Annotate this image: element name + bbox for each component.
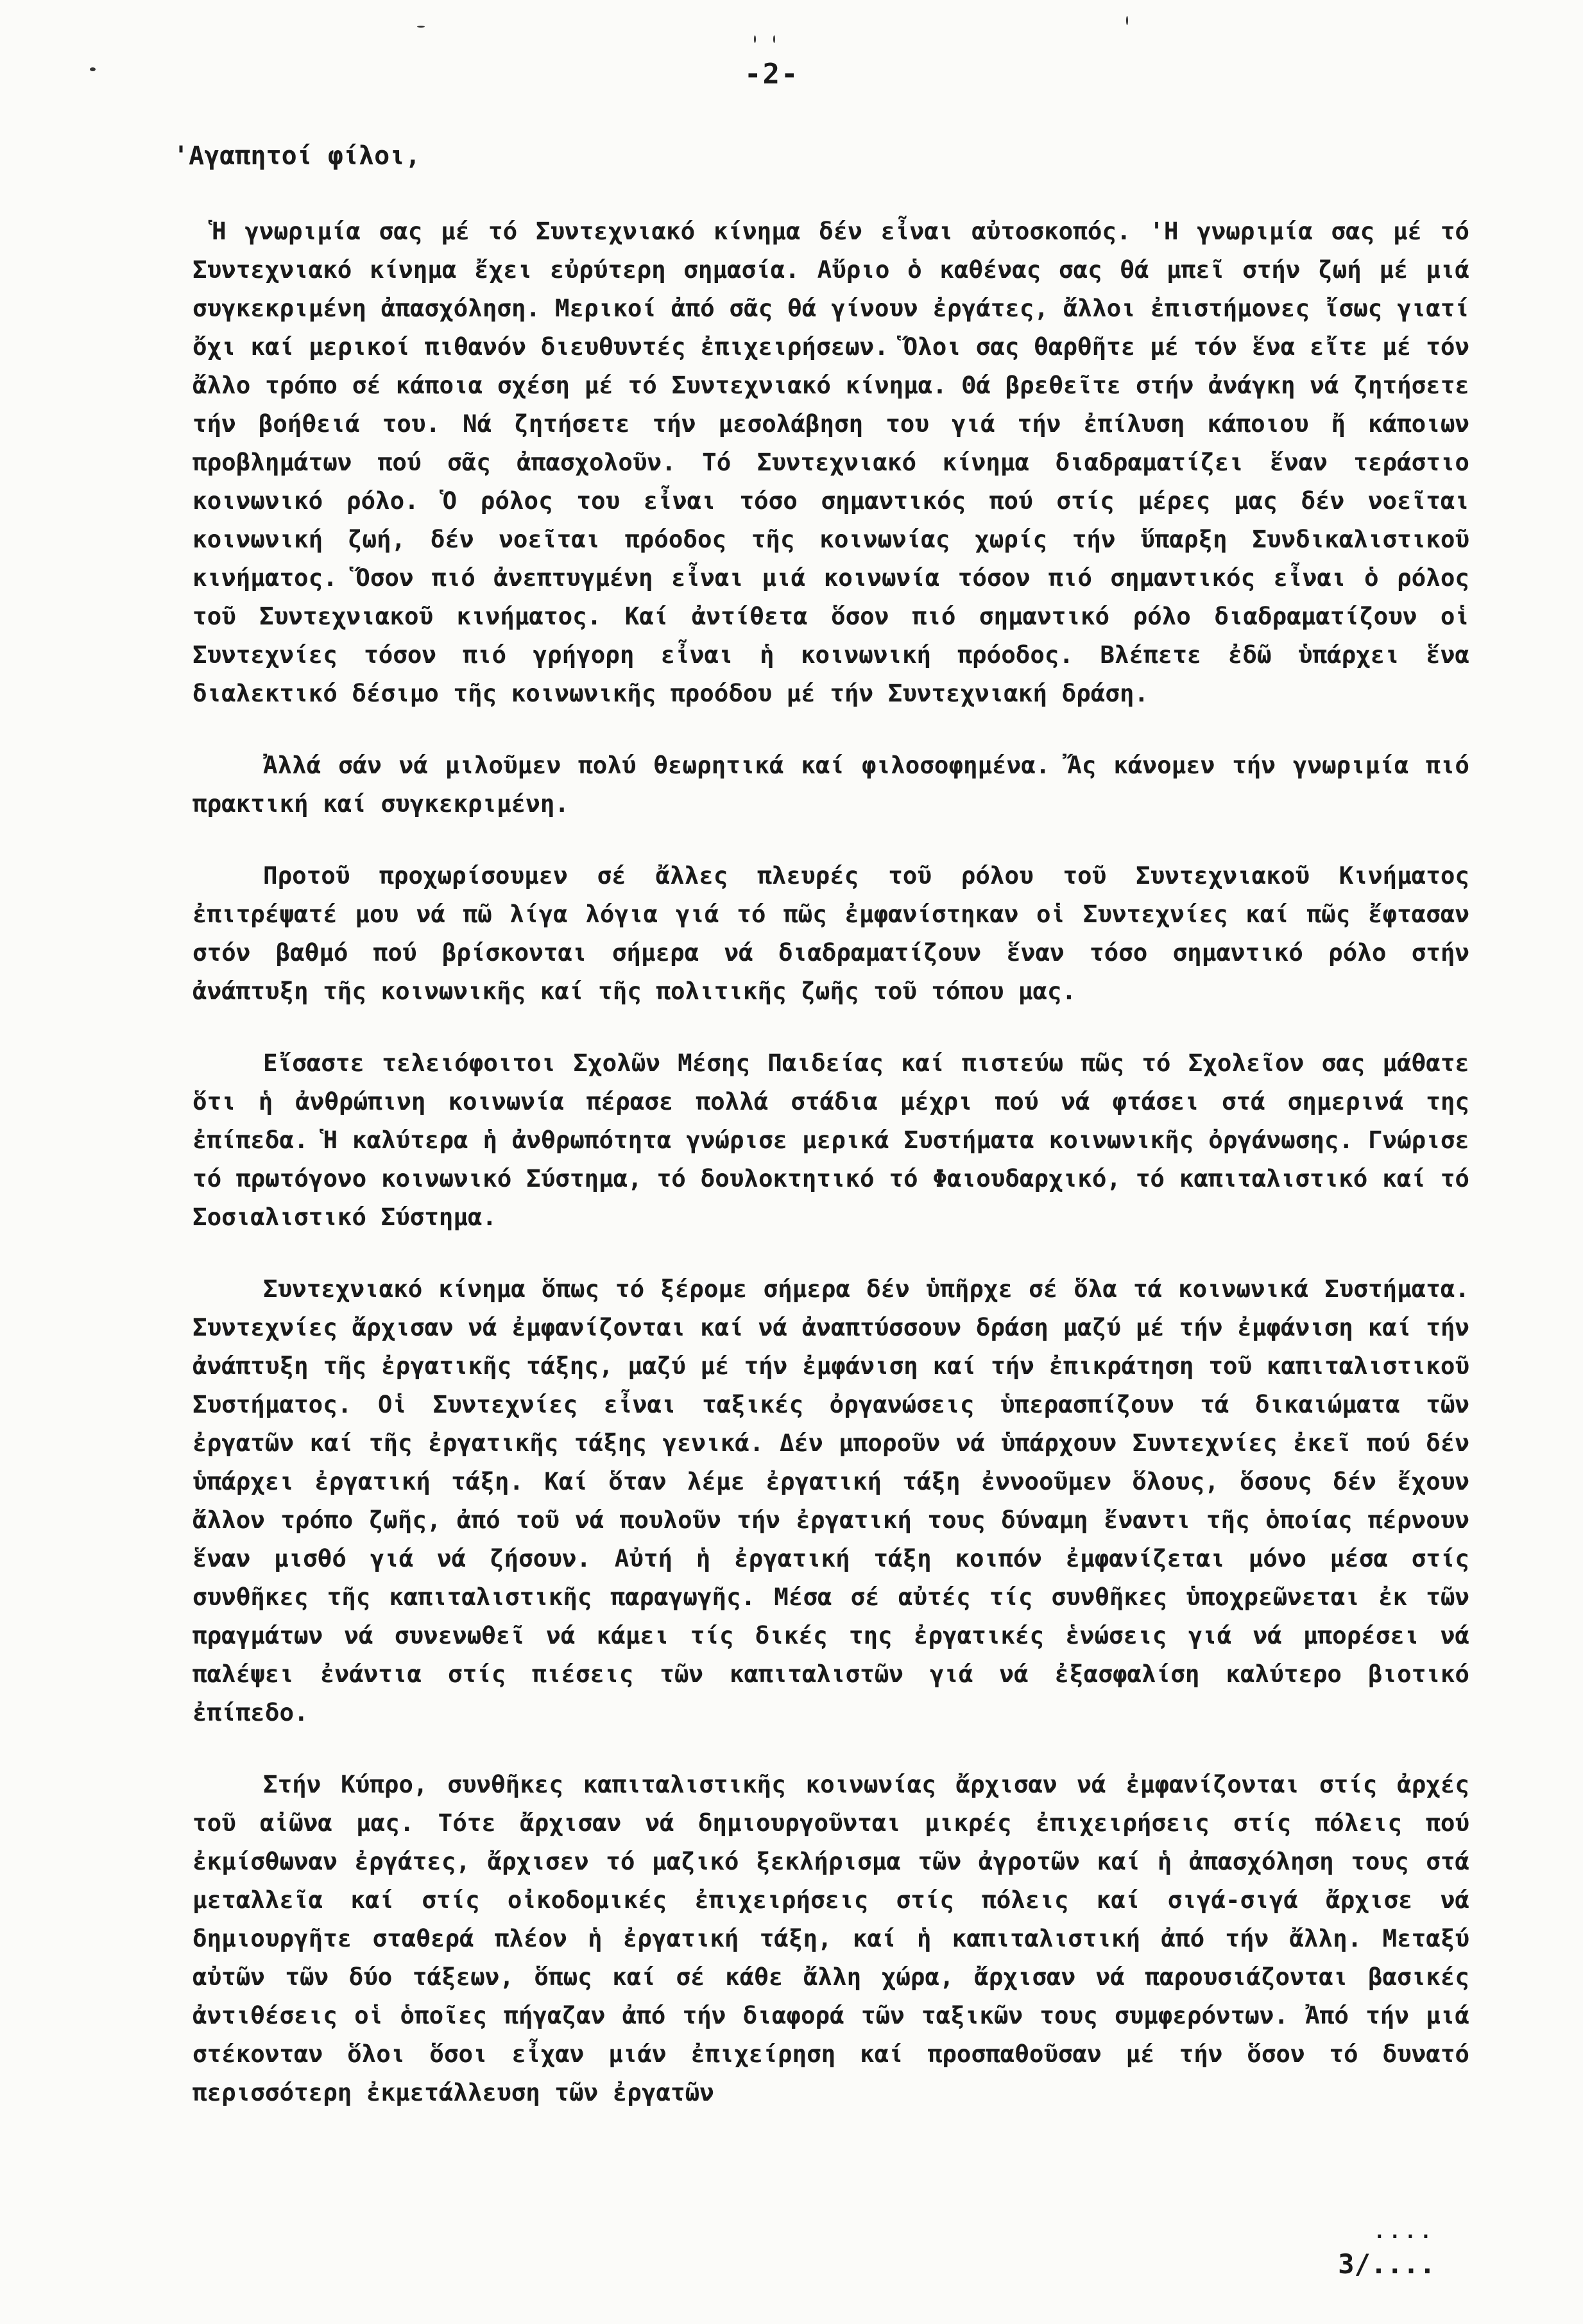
letter-body [193,212,1469,2145]
scan-speck [1126,16,1128,25]
page-number: -2- [744,58,800,90]
scan-speck [90,67,96,71]
paragraph-3: Προτοῦ προχωρίσουμεν σέ ἄλλες πλευρές τοῦ ρόλου τοῦ Συντεχνιακοῦ Κινήματος ἐπιτρέψατέ μου νά πῶ λίγα λόγια γιά τό πῶς ἐμφανίστηκαν οἱ Συντεχνίες καί πῶς ἔφτασαν στόν βαθμό πού βρίσκονται σήμερα νά διαδραματίζουν ἕναν τόσο σημαντικό ρόλο στήν ἀνάπτυξη τῆς κοινωνικῆς καί τῆς πολιτικῆς ζωῆς τοῦ τόπου μας. [193,861,1469,1005]
scan-speck [417,26,425,28]
page-continuation-marker [1338,2221,1435,2280]
continuation-dots: .... [1373,2221,1435,2243]
paragraph-1: Ἡ γνωριμία σας μέ τό Συντεχνιακό κίνημα δέν εἶναι αὐτοσκοπός. 'Η γνωριμία σας μέ τό Συντεχνιακό κίνημα ἔχει εὐρύτερη σημασία. Αὔριο ὁ καθένας σας θά μπεῖ στήν ζωή μέ μιά συγκεκριμένη ἀπασχόληση. Μερικοί ἀπό σᾶς θά γίνουν ἐργάτες, ἄλλοι ἐπιστήμονες ἴσως γιατί ὄχι καί μερικοί πιθανόν διευθυντές ἐπιχειρήσεων. Ὅλοι σας θαρθῆτε μέ τόν ἕνα εἴτε μέ τόν ἄλλο τρόπο σέ κάποια σχέση μέ τό Συντεχνιακό κίνημα. Θά βρεθεῖτε στήν ἀνάγκη νά ζητήσετε τήν βοήθειά του. Νά ζητήσετε τήν μεσολάβηση του γιά τήν ἐπίλυση κάποιου ἤ κάποιων προβλημάτων πού σᾶς ἀπασχολοῦν. Τό Συντεχνιακό κίνημα διαδραματίζει ἕναν τεράστιο κοινωνικό ρόλο. Ὁ ρόλος του εἶναι τόσο σημαντικός πού στίς μέρες μας δέν νοεῖται κοινωνική ζωή, δέν νοεῖται πρόοδος τῆς κοινωνίας χωρίς τήν ὕπαρξη Συνδικαλιστικοῦ κινήματος. Ὅσον πιό ἀνεπτυγμένη εἶναι μιά κοινωνία τόσον πιό σημαντικός εἶναι ὁ ρόλος τοῦ Συντεχνιακοῦ κινήματος. Καί ἀντίθετα ὅσον πιό σημαντικό ρόλο διαδραματίζουν οἱ Συντεχνίες τόσον πιό γρήγορη εἶναι ἡ κοινωνική πρόοδος. Βλέπετε ἐδῶ ὑπάρχει ἕνα διαλεκτικό δέσιμο τῆς κοινωνικῆς προόδου μέ τήν Συντεχνιακή δράση. [193,217,1469,707]
paragraph-4: Εἴσαστε τελειόφοιτοι Σχολῶν Μέσης Παιδείας καί πιστεύω πῶς τό Σχολεῖον σας μάθατε ὅτι ἡ ἀνθρώπινη κοινωνία πέρασε πολλά στάδια μέχρι πού νά φτάσει στά σημερινά της ἐπίπεδα. Ἡ καλύτερα ἡ ἀνθρωπότητα γνώρισε μερικά Συστήματα κοινωνικῆς ὀργάνωσης. Γνώρισε τό πρωτόγονο κοινωνικό Σύστημα, τό δουλοκτητικό τό Φαιουδαρχικό, τό καπιταλιστικό καί τό Σοσιαλιστικό Σύστημα. [193,1049,1469,1231]
paragraph-5: Συντεχνιακό κίνημα ὅπως τό ξέρομε σήμερα δέν ὑπῆρχε σέ ὅλα τά κοινωνικά Συστήματα. Συντεχνίες ἄρχισαν νά ἐμφανίζονται καί νά ἀναπτύσσουν δράση μαζύ μέ τήν ἐμφάνιση καί τήν ἀνάπτυξη τῆς ἐργατικῆς τάξης, μαζύ μέ τήν ἐμφάνιση καί τήν ἐπικράτηση τοῦ καπιταλιστικοῦ Συστήματος. Οἱ Συντεχνίες εἶναι ταξικές ὀργανώσεις ὑπερασπίζουν τά δικαιώματα τῶν ἐργατῶν καί τῆς ἐργατικῆς τάξης γενικά. Δέν μποροῦν νά ὑπάρχουν Συντεχνίες ἐκεῖ πού δέν ὑπάρχει ἐργατική τάξη. Καί ὅταν λέμε ἐργατική τάξη ἐννοοῦμεν ὅλους, ὅσους δέν ἔχουν ἄλλον τρόπο ζωῆς, ἀπό τοῦ νά πουλοῦν τήν ἐργατική τους δύναμη ἔναντι τῆς ὁποίας πέρνουν ἕναν μισθό γιά νά ζήσουν. Αὐτή ἡ ἐργατική τάξη κοιπόν ἐμφανίζεται μόνο μέσα στίς συνθῆκες τῆς καπιταλιστικῆς παραγωγῆς. Μέσα σέ αὐτές τίς συνθῆκες ὑποχρεῶνεται ἐκ τῶν πραγμάτων νά συνενωθεῖ νά κάμει τίς δικές της ἐργατικές ἑνώσεις γιά νά μπορέσει νά παλέψει ἐνάντια στίς πιέσεις τῶν καπιταλιστῶν γιά νά ἐξασφαλίση καλύτερο βιοτικό ἐπίπεδο. [193,1275,1469,1726]
scan-speck [773,35,775,43]
next-page-reference: 3/.... [1338,2248,1435,2280]
paragraph-2: Ἀλλά σάν νά μιλοῦμεν πολύ θεωρητικά καί φιλοσοφημένα. Ἄς κάνομεν τήν γνωριμία πιό πρακτική καί συγκεκριμένη. [193,751,1469,818]
paragraph-6: Στήν Κύπρο, συνθῆκες καπιταλιστικῆς κοινωνίας ἄρχισαν νά ἐμφανίζονται στίς ἀρχές τοῦ αἰῶνα μας. Τότε ἄρχισαν νά δημιουργοῦνται μικρές ἐπιχειρήσεις στίς πόλεις πού ἐκμίσθωναν ἐργάτες, ἄρχισεν τό μαζικό ξεκλήρισμα τῶν ἀγροτῶν καί ἡ ἀπασχόληση τους στά μεταλλεῖα καί στίς οἰκοδομικές ἐπιχειρήσεις στίς πόλεις καί σιγά-σιγά ἄρχισε νά δημιουργῆτε σταθερά πλέον ἡ ἐργατική τάξη, καί ἡ καπιταλιστική ἀπό τήν ἄλλη. Μεταξύ αὐτῶν τῶν δύο τάξεων, ὅπως καί σέ κάθε ἄλλη χώρα, ἄρχισαν νά παρουσιάζονται βασικές ἀντιθέσεις οἱ ὁποῖες πήγαζαν ἀπό τήν διαφορά τῶν ταξικῶν τους συμφερόντων. Ἀπό τήν μιά στέκονταν ὅλοι ὅσοι εἶχαν μιάν ἐπιχείρηση καί προσπαθοῦσαν μέ τήν ὅσον τό δυνατό περισσότερη ἐκμετάλλευση τῶν ἐργατῶν [193,1770,1469,2106]
salutation: 'Αγαπητοί φίλοι, [173,141,421,171]
scan-speck [754,35,756,43]
